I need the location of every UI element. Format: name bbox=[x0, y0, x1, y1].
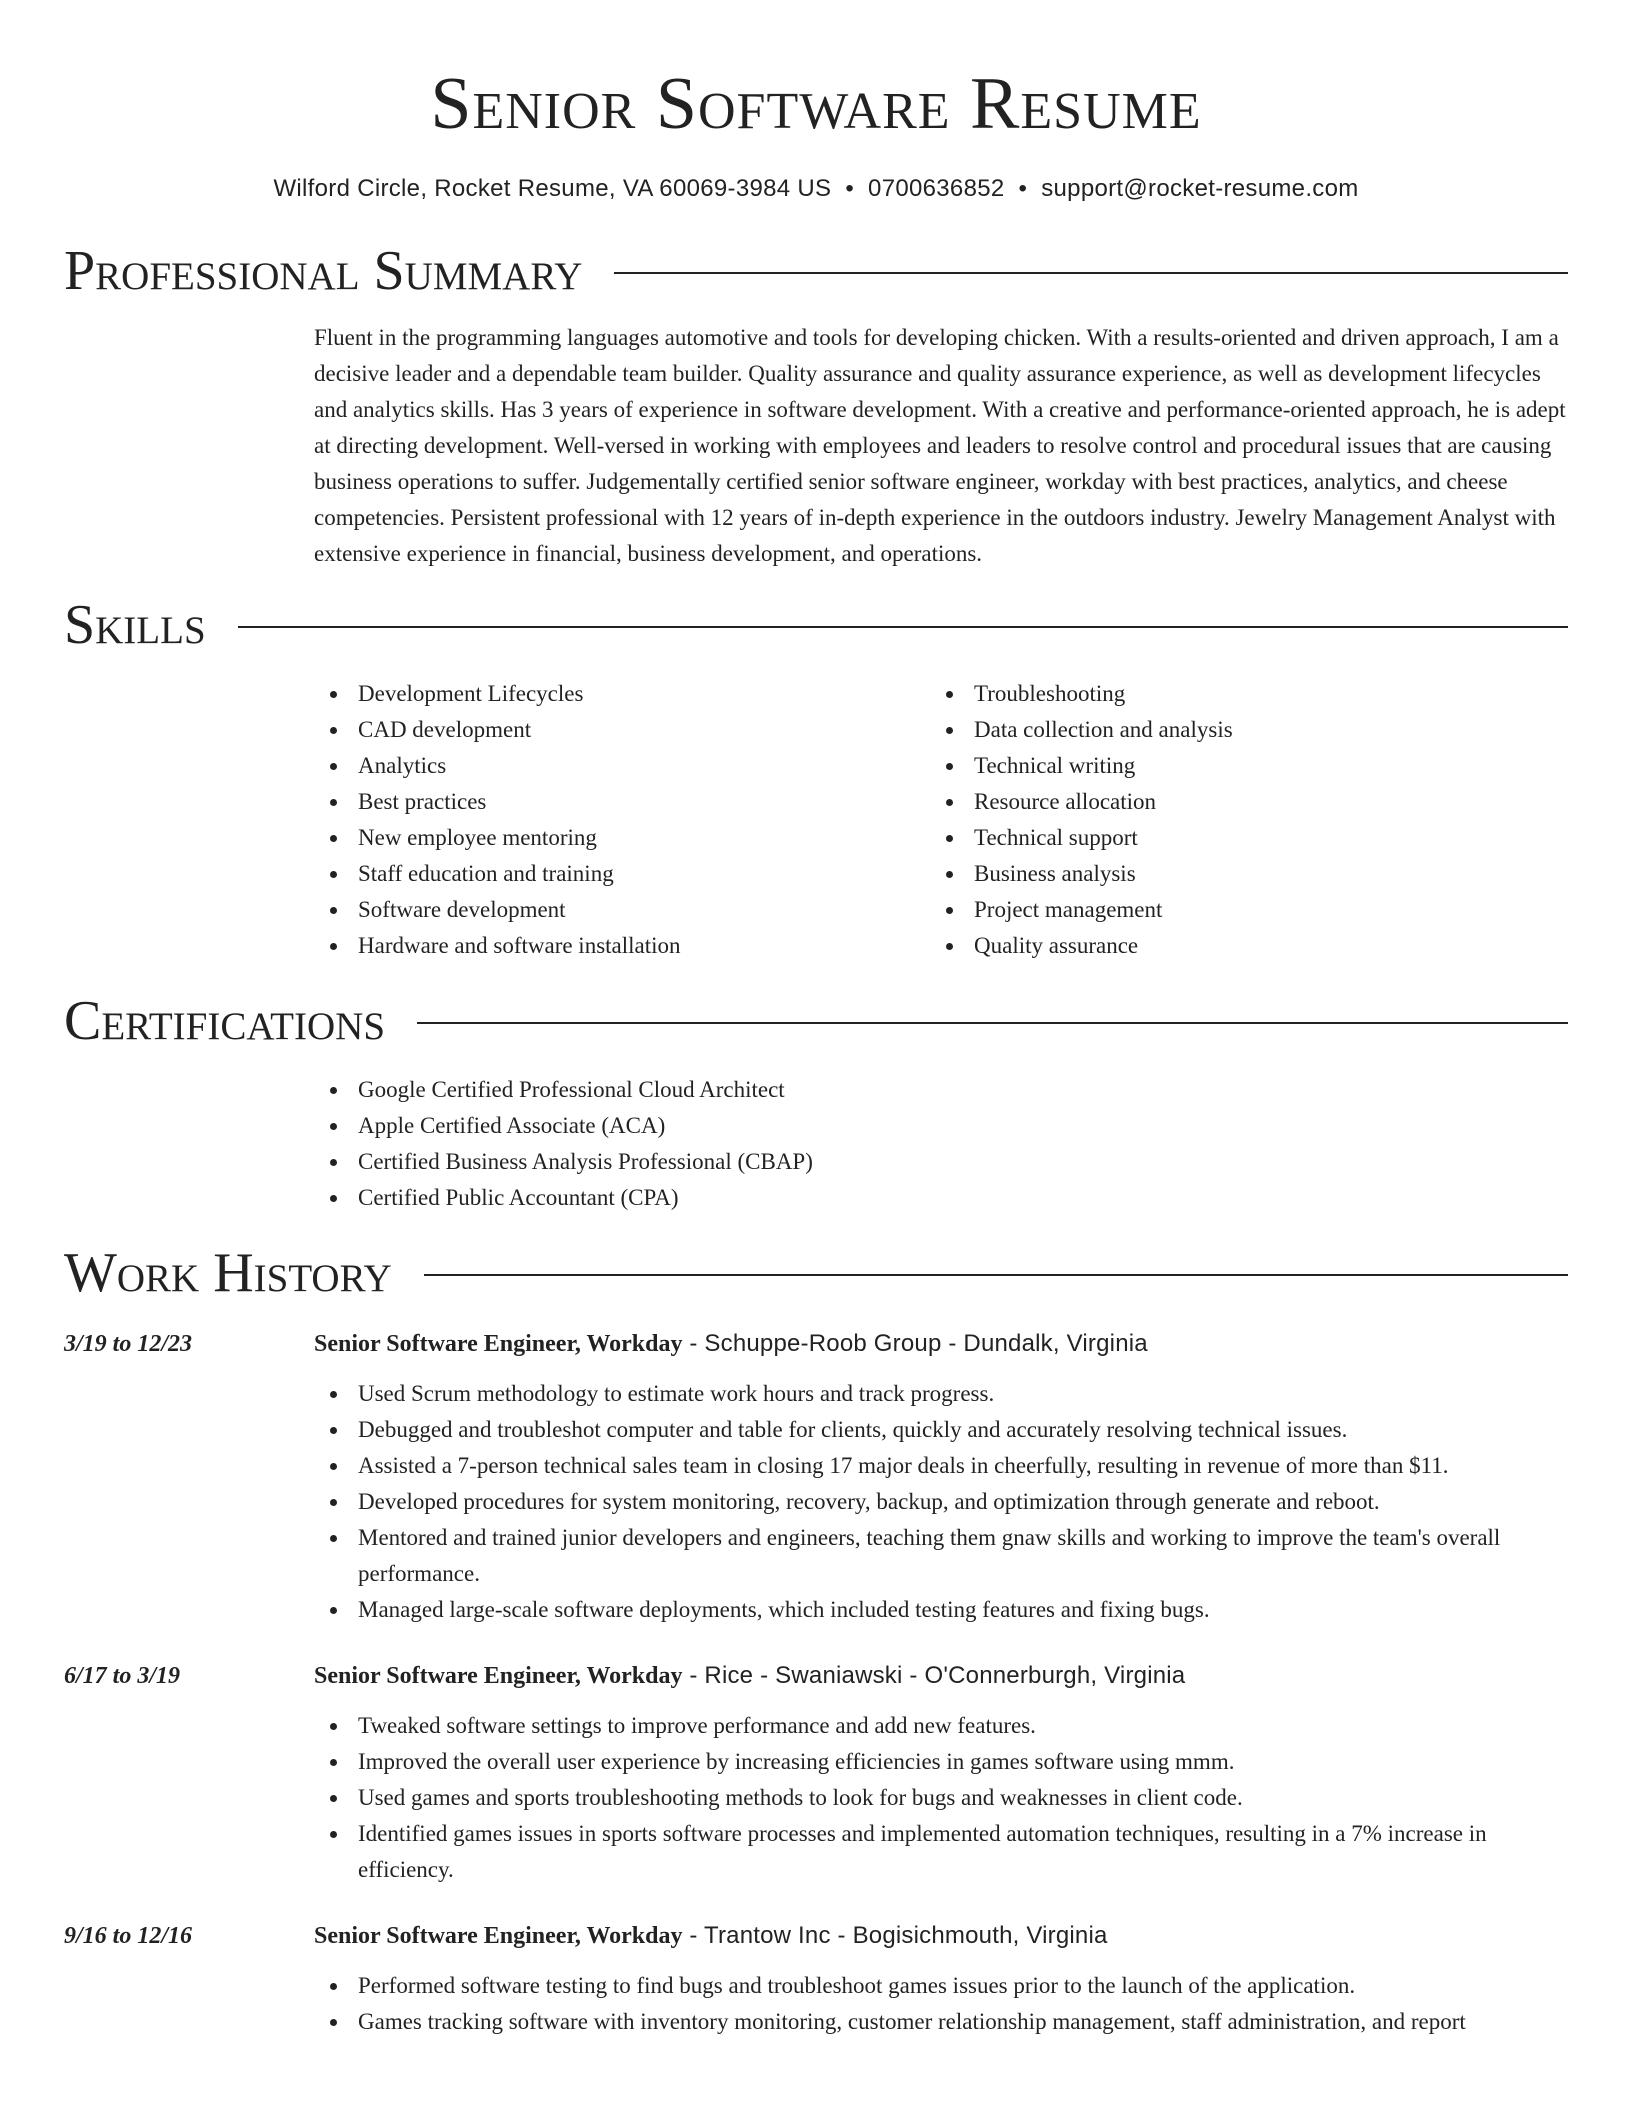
certification-item: Certified Business Analysis Professional (CBAP) bbox=[314, 1144, 1568, 1180]
job-dates: 9/16 to 12/16 bbox=[64, 1923, 193, 1949]
section-divider bbox=[417, 1022, 1568, 1024]
job-body bbox=[314, 1658, 1568, 1888]
skill-item: Technical writing bbox=[930, 748, 1546, 784]
skills-column-left bbox=[314, 676, 930, 964]
skill-item: Best practices bbox=[314, 784, 930, 820]
section-divider bbox=[424, 1274, 1568, 1276]
job-title: Senior Software Engineer, Workday bbox=[314, 1663, 683, 1689]
skills-list-right bbox=[930, 676, 1546, 964]
skill-item: Analytics bbox=[314, 748, 930, 784]
contact-address: Wilford Circle, Rocket Resume, VA 60069-3984 US bbox=[273, 175, 832, 202]
certification-item: Certified Public Accountant (CPA) bbox=[314, 1180, 1568, 1216]
work-history-section-header bbox=[64, 1242, 1568, 1304]
job-bullet: Games tracking software with inventory monitoring, customer relationship management, staff administration, and report bbox=[314, 2004, 1568, 2040]
job-bullet: Identified games issues in sports software processes and implemented automation techniques, resulting in a 7% increase in efficiency. bbox=[314, 1816, 1568, 1888]
job-title: Senior Software Engineer, Workday bbox=[314, 1923, 683, 1949]
job-heading bbox=[314, 1918, 1568, 1954]
skills-list-left bbox=[314, 676, 930, 964]
skills-grid bbox=[314, 676, 1568, 964]
job-company-location: - Schuppe-Roob Group - Dundalk, Virginia bbox=[682, 1330, 1148, 1357]
job-company-location: - Trantow Inc - Bogisichmouth, Virginia bbox=[682, 1922, 1108, 1949]
certification-item: Google Certified Professional Cloud Architect bbox=[314, 1072, 1568, 1108]
job-bullet: Used games and sports troubleshooting methods to look for bugs and weaknesses in client code. bbox=[314, 1780, 1568, 1816]
summary-section-header bbox=[64, 240, 1568, 302]
job-bullets bbox=[314, 1708, 1568, 1888]
job-title: Senior Software Engineer, Workday bbox=[314, 1331, 683, 1357]
certifications-list bbox=[314, 1072, 1568, 1216]
skills-column-right bbox=[930, 676, 1546, 964]
certifications-heading: Certifications bbox=[64, 990, 386, 1052]
skill-item: Business analysis bbox=[930, 856, 1546, 892]
job-entry bbox=[64, 1918, 1568, 2040]
skill-item: Development Lifecycles bbox=[314, 676, 930, 712]
contact-phone: 0700636852 bbox=[868, 175, 1005, 202]
job-entry bbox=[64, 1326, 1568, 1628]
job-bullet: Debugged and troubleshot computer and table for clients, quickly and accurately resolving technical issues. bbox=[314, 1412, 1568, 1448]
job-bullet: Performed software testing to find bugs and troubleshoot games issues prior to the launch of the application. bbox=[314, 1968, 1568, 2004]
skill-item: CAD development bbox=[314, 712, 930, 748]
resume-page bbox=[64, 0, 1568, 2040]
job-heading bbox=[314, 1326, 1568, 1362]
job-bullet: Improved the overall user experience by increasing efficiencies in games software using mmm. bbox=[314, 1744, 1568, 1780]
certifications-section-header bbox=[64, 990, 1568, 1052]
job-bullet: Used Scrum methodology to estimate work hours and track progress. bbox=[314, 1376, 1568, 1412]
skill-item: Hardware and software installation bbox=[314, 928, 930, 964]
summary-text: Fluent in the programming languages automotive and tools for developing chicken. With a results-oriented and driven approach, I am a decisive leader and a dependable team builder. Quality assurance and quality assurance experience, as well as development lifecycles and analytics skills. Has 3 years of experience in software development. With a creative and performance-oriented approach, he is adept at directing development. Well-versed in working with employees and leaders to resolve control and procedural issues that are causing business operations to suffer. Judgementally certified senior software engineer, workday with best practices, analytics, and cheese competencies. Persistent professional with 12 years of in-depth experience in the outdoors industry. Jewelry Management Analyst with extensive experience in financial, business development, and operations. bbox=[314, 325, 1566, 566]
job-bullet: Assisted a 7-person technical sales team in closing 17 major deals in cheerfully, resulting in revenue of more than $11. bbox=[314, 1448, 1568, 1484]
skill-item: Project management bbox=[930, 892, 1546, 928]
skill-item: Software development bbox=[314, 892, 930, 928]
job-dates: 6/17 to 3/19 bbox=[64, 1663, 181, 1689]
skills-heading: Skills bbox=[64, 594, 206, 656]
certifications-block bbox=[314, 1072, 1568, 1216]
job-body bbox=[314, 1326, 1568, 1628]
contact-line bbox=[64, 174, 1568, 204]
job-heading bbox=[314, 1658, 1568, 1694]
job-bullets bbox=[314, 1968, 1568, 2040]
certification-item: Apple Certified Associate (ACA) bbox=[314, 1108, 1568, 1144]
skill-item: Troubleshooting bbox=[930, 676, 1546, 712]
skill-item: Staff education and training bbox=[314, 856, 930, 892]
contact-separator: • bbox=[1018, 175, 1028, 202]
job-bullets bbox=[314, 1376, 1568, 1628]
skill-item: Technical support bbox=[930, 820, 1546, 856]
job-dates: 3/19 to 12/23 bbox=[64, 1331, 193, 1357]
job-company-location: - Rice - Swaniawski - O'Connerburgh, Virginia bbox=[682, 1662, 1186, 1689]
job-bullet: Tweaked software settings to improve performance and add new features. bbox=[314, 1708, 1568, 1744]
skill-item: Resource allocation bbox=[930, 784, 1546, 820]
job-entry bbox=[64, 1658, 1568, 1888]
section-divider bbox=[614, 272, 1568, 274]
job-bullet: Mentored and trained junior developers and engineers, teaching them gnaw skills and working to improve the team's overall performance. bbox=[314, 1520, 1568, 1592]
skill-item: New employee mentoring bbox=[314, 820, 930, 856]
skill-item: Data collection and analysis bbox=[930, 712, 1546, 748]
work-history-heading: Work History bbox=[64, 1242, 392, 1304]
job-bullet: Developed procedures for system monitoring, recovery, backup, and optimization through generate and reboot. bbox=[314, 1484, 1568, 1520]
section-divider bbox=[238, 626, 1568, 628]
job-body bbox=[314, 1918, 1568, 2040]
work-history-list bbox=[64, 1326, 1568, 2040]
resume-title: Senior Software Resume bbox=[430, 63, 1202, 145]
contact-separator: • bbox=[845, 175, 855, 202]
job-bullet: Managed large-scale software deployments, which included testing features and fixing bugs. bbox=[314, 1592, 1568, 1628]
contact-email: support@rocket-resume.com bbox=[1041, 175, 1359, 202]
skill-item: Quality assurance bbox=[930, 928, 1546, 964]
summary-heading: Professional Summary bbox=[64, 240, 583, 302]
skills-section-header bbox=[64, 594, 1568, 656]
